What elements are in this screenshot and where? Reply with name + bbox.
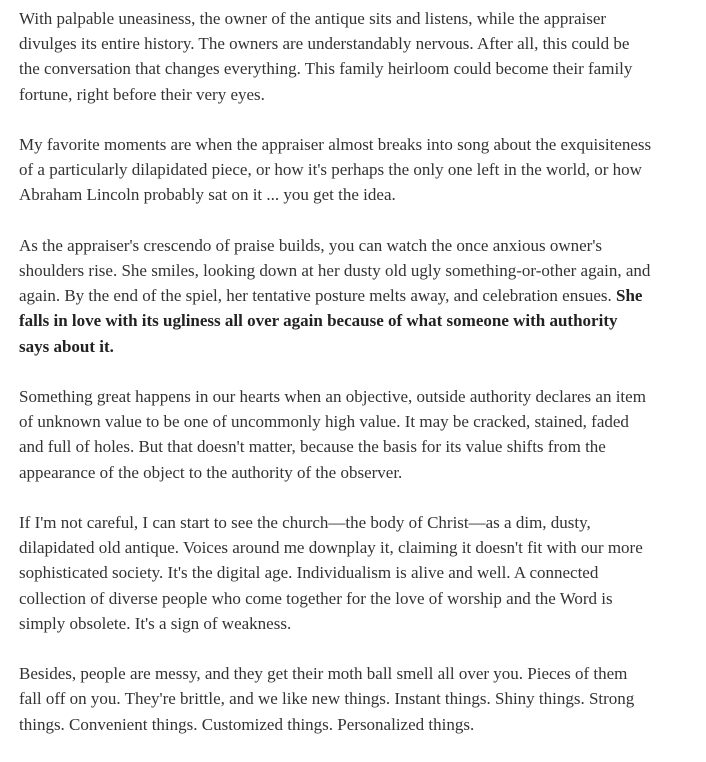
article-body bbox=[19, 6, 699, 762]
text-line bbox=[19, 31, 699, 56]
text-segment: again. By the end of the spiel, her tentative posture melts away, and celebration ensues. bbox=[19, 286, 617, 306]
text-line bbox=[19, 384, 699, 409]
text-line bbox=[19, 510, 699, 535]
text-segment: of a particularly dilapidated piece, or how it's perhaps the only one left in the world, or how bbox=[19, 160, 642, 180]
bold-text: says about it. bbox=[19, 336, 114, 356]
text-line bbox=[19, 157, 699, 182]
text-line bbox=[19, 283, 699, 308]
text-line bbox=[19, 182, 699, 207]
text-segment: sophisticated society. It's the digital age. Individualism is alive and well. A connected bbox=[19, 563, 599, 583]
text-segment: collection of diverse people who come together for the love of worship and the Word is bbox=[19, 588, 613, 608]
paragraph bbox=[19, 384, 699, 485]
text-segment: My favorite moments are when the appraiser almost breaks into song about the exquisiteness bbox=[19, 135, 652, 154]
text-segment: of unknown value to be one of uncommonly high value. It may be cracked, stained, faded bbox=[19, 412, 629, 432]
text-segment: fall off on you. They're brittle, and we like new things. Instant things. Shiny things. Strong bbox=[19, 689, 635, 709]
text-line bbox=[19, 233, 699, 258]
text-segment: divulges its entire history. The owners are understandably nervous. After all, this could be bbox=[19, 34, 630, 54]
text-segment: With palpable uneasiness, the owner of the antique sits and listens, while the appraiser bbox=[19, 9, 607, 28]
paragraph bbox=[19, 661, 699, 737]
text-segment: If I'm not careful, I can start to see the church—the body of Christ—as a dim, dusty, bbox=[19, 513, 591, 532]
text-segment: appearance of the object to the authority of the observer. bbox=[19, 462, 403, 482]
paragraph bbox=[19, 233, 699, 359]
text-line bbox=[19, 258, 699, 283]
text-line bbox=[19, 434, 699, 459]
bold-text: falls in love with its ugliness all over again because of what someone with authority bbox=[19, 311, 618, 331]
text-segment: Something great happens in our hearts when an objective, outside authority declares an item bbox=[19, 387, 646, 406]
text-segment: the conversation that changes everything. This family heirloom could become their family bbox=[19, 59, 633, 79]
text-segment: Besides, people are messy, and they get their moth ball smell all over you. Pieces of them bbox=[19, 664, 628, 684]
text-segment: things. Convenient things. Customized things. Personalized things. bbox=[19, 714, 475, 734]
text-line bbox=[19, 712, 699, 737]
text-line bbox=[19, 661, 699, 686]
text-segment: Abraham Lincoln probably sat on it ... you get the idea. bbox=[19, 185, 396, 205]
paragraph bbox=[19, 132, 699, 208]
text-segment: and full of holes. But that doesn't matter, because the basis for its value shifts from the bbox=[19, 437, 606, 457]
text-line bbox=[19, 308, 699, 333]
text-segment: As the appraiser's crescendo of praise builds, you can watch the once anxious owner's bbox=[19, 235, 602, 255]
text-line bbox=[19, 460, 699, 485]
text-line bbox=[19, 686, 699, 711]
text-line bbox=[19, 6, 699, 31]
text-line bbox=[19, 334, 699, 359]
text-line bbox=[19, 82, 699, 107]
text-line bbox=[19, 56, 699, 81]
text-line bbox=[19, 535, 699, 560]
text-line bbox=[19, 409, 699, 434]
bold-text: She bbox=[616, 286, 643, 306]
text-line bbox=[19, 560, 699, 585]
text-segment: simply obsolete. It's a sign of weakness. bbox=[19, 613, 292, 633]
text-segment: dilapidated old antique. Voices around me downplay it, claiming it doesn't fit with our more bbox=[19, 538, 643, 558]
text-segment: shoulders rise. She smiles, looking down at her dusty old ugly something-or-other again, and bbox=[19, 261, 651, 280]
text-line bbox=[19, 132, 699, 157]
text-line bbox=[19, 586, 699, 611]
paragraph bbox=[19, 510, 699, 636]
text-segment: fortune, right before their very eyes. bbox=[19, 84, 265, 104]
text-line bbox=[19, 611, 699, 636]
paragraph bbox=[19, 6, 699, 107]
